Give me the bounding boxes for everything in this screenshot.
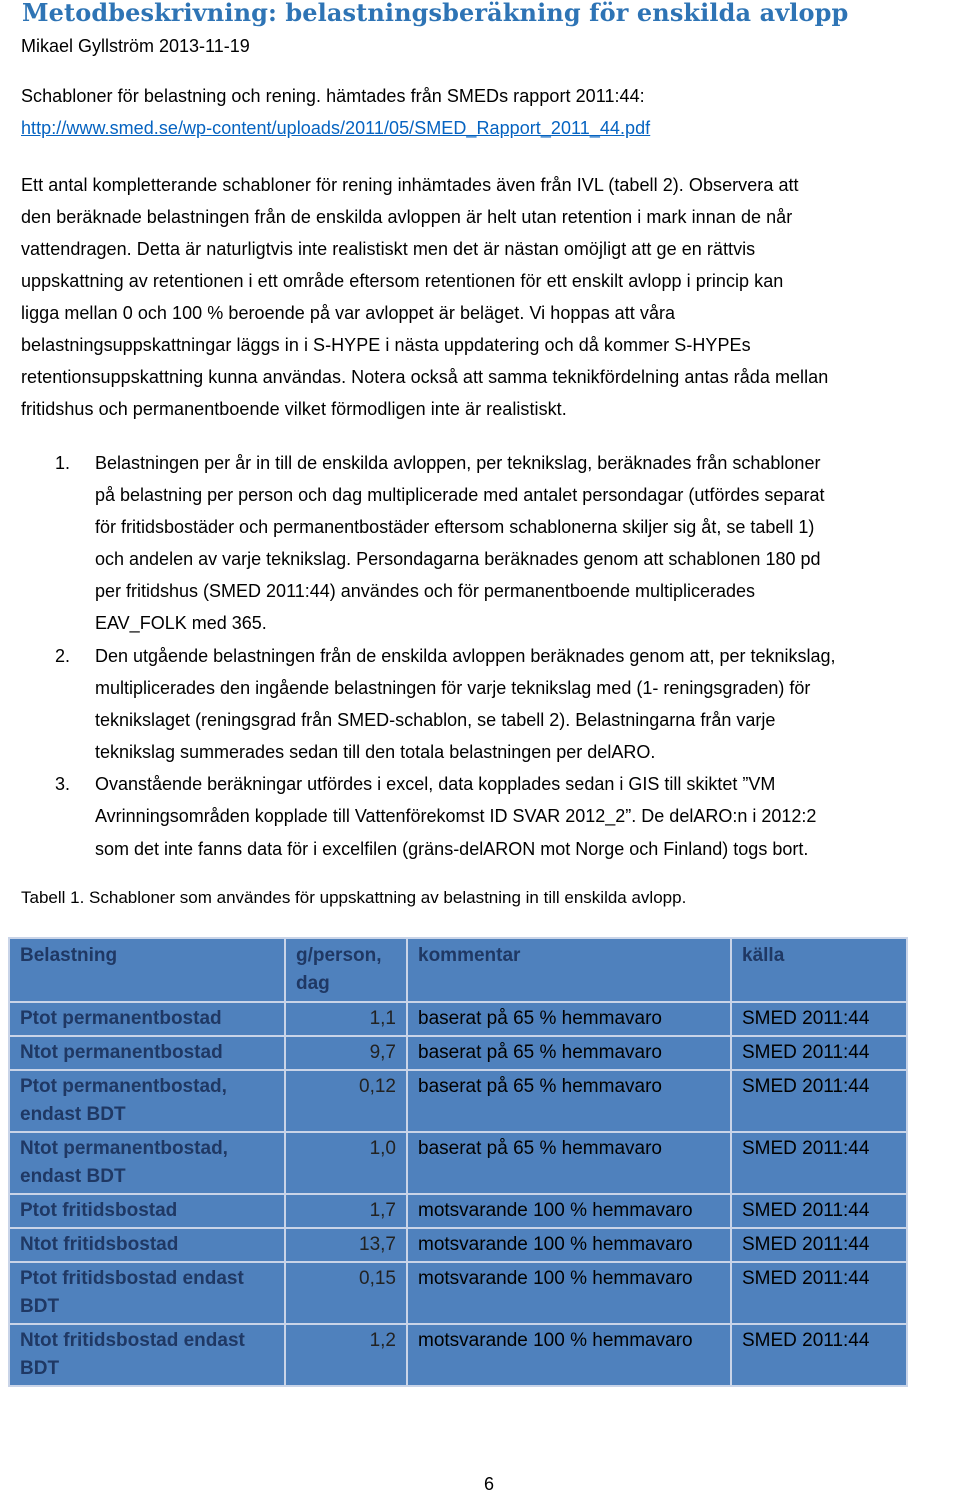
table-row xyxy=(9,1070,907,1132)
list-item-line: teknikslaget (reningsgrad från SMED-schablon, se tabell 2). Belastningarna från varje xyxy=(95,710,776,730)
table-cell: 0,12 xyxy=(285,1070,407,1132)
table-row xyxy=(9,1262,907,1324)
column-header: g/person, dag xyxy=(285,938,407,1002)
paragraph-line: ligga mellan 0 och 100 % beroende på var avloppet är beläget. Vi hoppas att våra xyxy=(21,303,676,323)
table-cell: 0,15 xyxy=(285,1262,407,1324)
table-cell: motsvarande 100 % hemmavaro xyxy=(407,1194,731,1228)
list-number: 3. xyxy=(55,774,71,794)
list-item-line: på belastning per person och dag multiplicerade med antalet persondagar (utfördes separat xyxy=(95,485,825,505)
table-header-row xyxy=(9,938,907,1002)
table-cell: Ntot permanentbostad xyxy=(9,1036,285,1070)
paragraph-line: vattendragen. Detta är naturligtvis inte realistiskt men det är nästan omöjligt att ge en rättvis xyxy=(21,239,756,259)
intro-line: Schabloner för belastning och rening. hämtades från SMEDs rapport 2011:44: xyxy=(21,86,645,106)
list-item-line: multiplicerades den ingående belastningen för varje teknikslag med (1- reningsgraden) för xyxy=(95,678,811,698)
table-cell: SMED 2011:44 xyxy=(731,1324,907,1386)
list-item-line: EAV_FOLK med 365. xyxy=(95,613,267,633)
table-row xyxy=(9,1132,907,1194)
table-row xyxy=(9,1194,907,1228)
paragraph-line: retentionsuppskattning kunna användas. Notera också att samma teknikfördelning antas råda mellan xyxy=(21,367,829,387)
table-cell: baserat på 65 % hemmavaro xyxy=(407,1002,731,1036)
table-cell: Ptot permanentbostad xyxy=(9,1002,285,1036)
table-row xyxy=(9,1324,907,1386)
author-date: Mikael Gyllström 2013-11-19 xyxy=(21,36,250,56)
table-cell: 1,0 xyxy=(285,1132,407,1194)
paragraph-line: uppskattning av retentionen i ett område eftersom retentionen för ett enskilt avlopp i princip kan xyxy=(21,271,784,291)
table-cell: SMED 2011:44 xyxy=(731,1070,907,1132)
table-caption: Tabell 1. Schabloner som användes för uppskattning av belastning in till enskilda avlopp. xyxy=(21,888,687,907)
document-title: Metodbeskrivning: belastningsberäkning för enskilda avlopp xyxy=(22,0,849,27)
list-item-line: Den utgående belastningen från de enskilda avloppen beräknades genom att, per teknikslag, xyxy=(95,646,836,666)
table-cell: Ptot fritidsbostad endast BDT xyxy=(9,1262,285,1324)
table-cell: motsvarande 100 % hemmavaro xyxy=(407,1228,731,1262)
table-cell: SMED 2011:44 xyxy=(731,1262,907,1324)
table-cell: SMED 2011:44 xyxy=(731,1194,907,1228)
table-cell: SMED 2011:44 xyxy=(731,1228,907,1262)
table-cell: SMED 2011:44 xyxy=(731,1002,907,1036)
list-item-line: som det inte fanns data för i excelfilen (gräns-delARON mot Norge och Finland) togs bort. xyxy=(95,839,809,859)
list-item-line: Ovanstående beräkningar utfördes i excel, data kopplades sedan i GIS till skiktet ”VM xyxy=(95,774,776,794)
column-header: källa xyxy=(731,938,907,1002)
table-cell: baserat på 65 % hemmavaro xyxy=(407,1036,731,1070)
load-template-table xyxy=(8,937,908,1387)
table-row xyxy=(9,1228,907,1262)
table-cell: 1,2 xyxy=(285,1324,407,1386)
table-cell: Ntot permanentbostad, endast BDT xyxy=(9,1132,285,1194)
list-number: 2. xyxy=(55,646,71,666)
table-cell: 1,1 xyxy=(285,1002,407,1036)
list-item-line: och andelen av varje teknikslag. Persondagarna beräknades genom att schablonen 180 pd xyxy=(95,549,821,569)
list-item-line: per fritidshus (SMED 2011:44) användes och för permanentboende multiplicerades xyxy=(95,581,756,601)
table-cell: Ntot fritidsbostad xyxy=(9,1228,285,1262)
list-item-line: Avrinningsområden kopplade till Vattenförekomst ID SVAR 2012_2”. De delARO:n i 2012:2 xyxy=(95,806,817,826)
table-cell: SMED 2011:44 xyxy=(731,1132,907,1194)
list-item-line: teknikslag summerades sedan till den totala belastningen per delARO. xyxy=(95,742,656,762)
table-cell: baserat på 65 % hemmavaro xyxy=(407,1070,731,1132)
page-number: 6 xyxy=(484,1474,495,1494)
table-cell: 9,7 xyxy=(285,1036,407,1070)
paragraph-line: den beräknade belastningen från de enskilda avloppen är helt utan retention i mark innan de når xyxy=(21,207,793,227)
table-cell: motsvarande 100 % hemmavaro xyxy=(407,1324,731,1386)
paragraph-line: fritidshus och permanentboende vilket förmodligen inte är realistiskt. xyxy=(21,399,567,419)
paragraph-line: belastningsuppskattningar läggs in i S-HYPE i nästa uppdatering och då kommer S-HYPEs xyxy=(21,335,751,355)
smed-report-link[interactable]: http://www.smed.se/wp-content/uploads/2011/05/SMED_Rapport_2011_44.pdf xyxy=(21,118,651,138)
list-item-line: Belastningen per år in till de enskilda avloppen, per teknikslag, beräknades från schabloner xyxy=(95,453,821,473)
table-cell: 1,7 xyxy=(285,1194,407,1228)
list-number: 1. xyxy=(55,453,71,473)
paragraph-line: Ett antal kompletterande schabloner för rening inhämtades även från IVL (tabell 2). Observera att xyxy=(21,175,799,195)
table-cell: Ptot fritidsbostad xyxy=(9,1194,285,1228)
table-cell: SMED 2011:44 xyxy=(731,1036,907,1070)
list-item-line: för fritidsbostäder och permanentbostäder eftersom schablonerna skiljer sig åt, se tabell 1) xyxy=(95,517,815,537)
table-cell: Ptot permanentbostad, endast BDT xyxy=(9,1070,285,1132)
table-cell: Ntot fritidsbostad endast BDT xyxy=(9,1324,285,1386)
table-cell: motsvarande 100 % hemmavaro xyxy=(407,1262,731,1324)
column-header: kommentar xyxy=(407,938,731,1002)
table-row xyxy=(9,1036,907,1070)
column-header: Belastning xyxy=(9,938,285,1002)
table-cell: baserat på 65 % hemmavaro xyxy=(407,1132,731,1194)
table-cell: 13,7 xyxy=(285,1228,407,1262)
table-row xyxy=(9,1002,907,1036)
